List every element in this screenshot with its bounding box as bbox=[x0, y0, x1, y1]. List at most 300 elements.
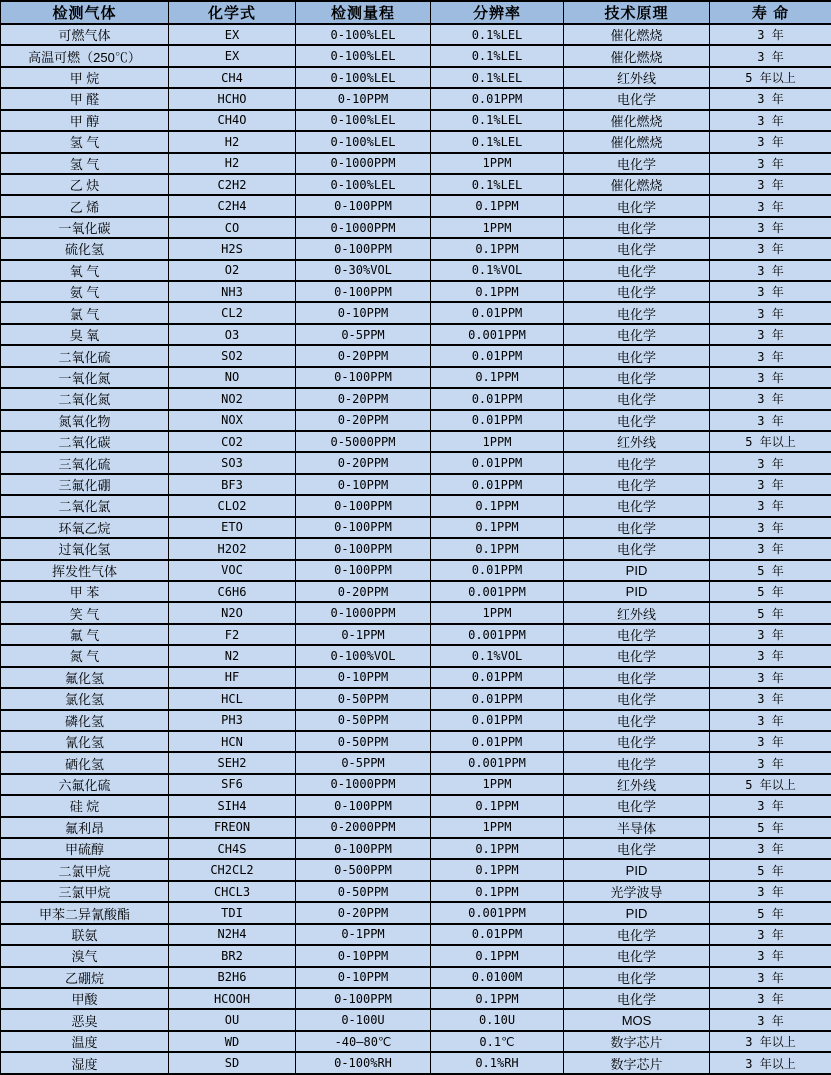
table-row bbox=[1, 902, 831, 923]
table-row bbox=[1, 667, 831, 688]
table-row bbox=[1, 367, 831, 388]
cell-range: 0-100PPM bbox=[296, 538, 431, 559]
cell-principle: 电化学 bbox=[564, 238, 710, 259]
table-row bbox=[1, 838, 831, 859]
table-row bbox=[1, 324, 831, 345]
cell-formula: CLO2 bbox=[169, 495, 296, 516]
table-row bbox=[1, 774, 831, 795]
cell-lifespan: 3 年 bbox=[710, 324, 831, 345]
cell-principle: 催化燃烧 bbox=[564, 45, 710, 66]
cell-lifespan: 3 年 bbox=[710, 988, 831, 1009]
cell-gas: 硫化氢 bbox=[1, 238, 169, 259]
cell-formula: FREON bbox=[169, 817, 296, 838]
table-row bbox=[1, 967, 831, 988]
cell-range: 0-10PPM bbox=[296, 945, 431, 966]
cell-range: 0-1000PPM bbox=[296, 774, 431, 795]
cell-range: 0-50PPM bbox=[296, 688, 431, 709]
cell-resolution: 0.1%LEL bbox=[431, 24, 564, 45]
cell-lifespan: 5 年 bbox=[710, 581, 831, 602]
cell-formula: BR2 bbox=[169, 945, 296, 966]
cell-lifespan: 3 年 bbox=[710, 88, 831, 109]
cell-resolution: 0.1PPM bbox=[431, 988, 564, 1009]
cell-gas: 三氟化硼 bbox=[1, 474, 169, 495]
cell-gas: 氨 气 bbox=[1, 281, 169, 302]
cell-principle: 红外线 bbox=[564, 602, 710, 623]
cell-range: 0-100%LEL bbox=[296, 45, 431, 66]
table-row bbox=[1, 238, 831, 259]
table-row bbox=[1, 474, 831, 495]
cell-formula: SIH4 bbox=[169, 795, 296, 816]
cell-principle: 电化学 bbox=[564, 667, 710, 688]
cell-formula: PH3 bbox=[169, 710, 296, 731]
cell-range: 0-100PPM bbox=[296, 838, 431, 859]
cell-formula: NO bbox=[169, 367, 296, 388]
table-row bbox=[1, 260, 831, 281]
cell-resolution: 0.01PPM bbox=[431, 667, 564, 688]
cell-range: 0-20PPM bbox=[296, 388, 431, 409]
cell-range: 0-1000PPM bbox=[296, 153, 431, 174]
cell-principle: 电化学 bbox=[564, 945, 710, 966]
cell-resolution: 1PPM bbox=[431, 817, 564, 838]
cell-formula: HCOOH bbox=[169, 988, 296, 1009]
cell-formula: CH4O bbox=[169, 110, 296, 131]
cell-range: 0-100%LEL bbox=[296, 174, 431, 195]
table-row bbox=[1, 431, 831, 452]
cell-gas: 氢 气 bbox=[1, 153, 169, 174]
table-row bbox=[1, 45, 831, 66]
table-row bbox=[1, 538, 831, 559]
cell-lifespan: 5 年以上 bbox=[710, 774, 831, 795]
cell-principle: 电化学 bbox=[564, 688, 710, 709]
cell-principle: 电化学 bbox=[564, 195, 710, 216]
table-row bbox=[1, 817, 831, 838]
cell-lifespan: 5 年以上 bbox=[710, 431, 831, 452]
table-row bbox=[1, 217, 831, 238]
cell-gas: 甲硫醇 bbox=[1, 838, 169, 859]
cell-range: 0-20PPM bbox=[296, 452, 431, 473]
cell-resolution: 0.01PPM bbox=[431, 560, 564, 581]
cell-principle: 电化学 bbox=[564, 153, 710, 174]
cell-lifespan: 3 年 bbox=[710, 624, 831, 645]
cell-range: 0-100%VOL bbox=[296, 645, 431, 666]
cell-resolution: 0.1PPM bbox=[431, 859, 564, 880]
cell-formula: NO2 bbox=[169, 388, 296, 409]
cell-gas: 氟化氢 bbox=[1, 667, 169, 688]
cell-resolution: 0.1%RH bbox=[431, 1052, 564, 1074]
cell-formula: CHCL3 bbox=[169, 881, 296, 902]
table-row bbox=[1, 281, 831, 302]
cell-formula: SF6 bbox=[169, 774, 296, 795]
cell-range: 0-100U bbox=[296, 1009, 431, 1030]
cell-resolution: 1PPM bbox=[431, 774, 564, 795]
cell-range: -40—80℃ bbox=[296, 1031, 431, 1052]
cell-range: 0-20PPM bbox=[296, 345, 431, 366]
table-row bbox=[1, 24, 831, 45]
cell-principle: 电化学 bbox=[564, 731, 710, 752]
cell-range: 0-100PPM bbox=[296, 367, 431, 388]
cell-lifespan: 3 年 bbox=[710, 838, 831, 859]
table-row bbox=[1, 452, 831, 473]
cell-range: 0-5PPM bbox=[296, 752, 431, 773]
cell-lifespan: 3 年 bbox=[710, 795, 831, 816]
cell-principle: 电化学 bbox=[564, 345, 710, 366]
cell-principle: 电化学 bbox=[564, 795, 710, 816]
cell-resolution: 0.0100M bbox=[431, 967, 564, 988]
cell-resolution: 0.01PPM bbox=[431, 731, 564, 752]
cell-lifespan: 3 年 bbox=[710, 645, 831, 666]
cell-resolution: 0.1PPM bbox=[431, 795, 564, 816]
cell-formula: NOX bbox=[169, 410, 296, 431]
cell-gas: 甲酸 bbox=[1, 988, 169, 1009]
cell-resolution: 0.10U bbox=[431, 1009, 564, 1030]
table-row bbox=[1, 560, 831, 581]
cell-gas: 氧 气 bbox=[1, 260, 169, 281]
table-row bbox=[1, 881, 831, 902]
cell-gas: 氮氧化物 bbox=[1, 410, 169, 431]
cell-principle: 电化学 bbox=[564, 988, 710, 1009]
cell-gas: 联氨 bbox=[1, 924, 169, 945]
cell-gas: 可燃气体 bbox=[1, 24, 169, 45]
cell-gas: 氟利昂 bbox=[1, 817, 169, 838]
cell-range: 0-50PPM bbox=[296, 731, 431, 752]
table-row bbox=[1, 302, 831, 323]
header-cell-principle: 技术原理 bbox=[564, 1, 710, 24]
cell-principle: 电化学 bbox=[564, 474, 710, 495]
cell-lifespan: 3 年 bbox=[710, 195, 831, 216]
table-header bbox=[1, 1, 831, 24]
cell-resolution: 0.1PPM bbox=[431, 538, 564, 559]
table-row bbox=[1, 195, 831, 216]
cell-resolution: 0.1%LEL bbox=[431, 45, 564, 66]
cell-range: 0-5PPM bbox=[296, 324, 431, 345]
cell-formula: C2H4 bbox=[169, 195, 296, 216]
cell-principle: 电化学 bbox=[564, 217, 710, 238]
cell-lifespan: 5 年 bbox=[710, 560, 831, 581]
table-row bbox=[1, 345, 831, 366]
cell-formula: CH4 bbox=[169, 67, 296, 88]
cell-resolution: 1PPM bbox=[431, 431, 564, 452]
cell-resolution: 0.1%LEL bbox=[431, 67, 564, 88]
cell-resolution: 0.1PPM bbox=[431, 195, 564, 216]
cell-formula: N2H4 bbox=[169, 924, 296, 945]
cell-resolution: 0.001PPM bbox=[431, 624, 564, 645]
cell-range: 0-1000PPM bbox=[296, 602, 431, 623]
cell-range: 0-10PPM bbox=[296, 967, 431, 988]
header-cell-lifespan: 寿 命 bbox=[710, 1, 831, 24]
cell-formula: CH2CL2 bbox=[169, 859, 296, 880]
cell-principle: 催化燃烧 bbox=[564, 110, 710, 131]
cell-lifespan: 3 年 bbox=[710, 881, 831, 902]
cell-formula: SD bbox=[169, 1052, 296, 1074]
cell-lifespan: 3 年 bbox=[710, 110, 831, 131]
cell-gas: 二氧化硫 bbox=[1, 345, 169, 366]
cell-gas: 三氧化硫 bbox=[1, 452, 169, 473]
cell-principle: 半导体 bbox=[564, 817, 710, 838]
cell-formula: H2 bbox=[169, 153, 296, 174]
table-row bbox=[1, 1009, 831, 1030]
cell-resolution: 0.01PPM bbox=[431, 924, 564, 945]
cell-range: 0-500PPM bbox=[296, 859, 431, 880]
cell-principle: PID bbox=[564, 560, 710, 581]
cell-lifespan: 3 年以上 bbox=[710, 1031, 831, 1052]
table-row bbox=[1, 859, 831, 880]
cell-range: 0-5000PPM bbox=[296, 431, 431, 452]
cell-gas: 甲 苯 bbox=[1, 581, 169, 602]
cell-formula: F2 bbox=[169, 624, 296, 645]
cell-principle: 数字芯片 bbox=[564, 1052, 710, 1074]
cell-resolution: 0.001PPM bbox=[431, 581, 564, 602]
cell-principle: 电化学 bbox=[564, 495, 710, 516]
table-row bbox=[1, 388, 831, 409]
cell-resolution: 0.1PPM bbox=[431, 881, 564, 902]
cell-lifespan: 3 年 bbox=[710, 967, 831, 988]
cell-gas: 乙 炔 bbox=[1, 174, 169, 195]
cell-gas: 乙硼烷 bbox=[1, 967, 169, 988]
cell-principle: 红外线 bbox=[564, 431, 710, 452]
cell-formula: VOC bbox=[169, 560, 296, 581]
table-row bbox=[1, 795, 831, 816]
table-row bbox=[1, 710, 831, 731]
cell-lifespan: 3 年 bbox=[710, 731, 831, 752]
cell-formula: N2O bbox=[169, 602, 296, 623]
cell-gas: 高温可燃（250℃） bbox=[1, 45, 169, 66]
cell-lifespan: 5 年 bbox=[710, 602, 831, 623]
cell-resolution: 0.1PPM bbox=[431, 367, 564, 388]
header-cell-gas: 检测气体 bbox=[1, 1, 169, 24]
cell-resolution: 0.01PPM bbox=[431, 688, 564, 709]
cell-formula: HCN bbox=[169, 731, 296, 752]
cell-gas: 溴气 bbox=[1, 945, 169, 966]
cell-principle: MOS bbox=[564, 1009, 710, 1030]
cell-formula: TDI bbox=[169, 902, 296, 923]
cell-lifespan: 3 年 bbox=[710, 45, 831, 66]
cell-formula: HCL bbox=[169, 688, 296, 709]
cell-lifespan: 3 年 bbox=[710, 238, 831, 259]
cell-range: 0-10PPM bbox=[296, 88, 431, 109]
cell-range: 0-100%LEL bbox=[296, 131, 431, 152]
cell-lifespan: 5 年 bbox=[710, 859, 831, 880]
cell-gas: 二氯甲烷 bbox=[1, 859, 169, 880]
cell-gas: 磷化氢 bbox=[1, 710, 169, 731]
cell-principle: 电化学 bbox=[564, 388, 710, 409]
cell-principle: 电化学 bbox=[564, 517, 710, 538]
cell-gas: 三氯甲烷 bbox=[1, 881, 169, 902]
cell-lifespan: 3 年 bbox=[710, 495, 831, 516]
table-row bbox=[1, 602, 831, 623]
cell-resolution: 0.01PPM bbox=[431, 410, 564, 431]
cell-principle: 光学波导 bbox=[564, 881, 710, 902]
cell-principle: 催化燃烧 bbox=[564, 174, 710, 195]
table-row bbox=[1, 67, 831, 88]
cell-lifespan: 3 年 bbox=[710, 517, 831, 538]
cell-lifespan: 3 年 bbox=[710, 131, 831, 152]
cell-gas: 甲 醛 bbox=[1, 88, 169, 109]
cell-resolution: 0.01PPM bbox=[431, 452, 564, 473]
cell-resolution: 0.1PPM bbox=[431, 238, 564, 259]
cell-range: 0-10PPM bbox=[296, 474, 431, 495]
cell-gas: 温度 bbox=[1, 1031, 169, 1052]
cell-gas: 六氟化硫 bbox=[1, 774, 169, 795]
cell-formula: SEH2 bbox=[169, 752, 296, 773]
cell-principle: 电化学 bbox=[564, 410, 710, 431]
cell-formula: OU bbox=[169, 1009, 296, 1030]
table-row bbox=[1, 495, 831, 516]
cell-formula: O2 bbox=[169, 260, 296, 281]
cell-lifespan: 3 年 bbox=[710, 667, 831, 688]
table-row bbox=[1, 131, 831, 152]
table-row bbox=[1, 624, 831, 645]
cell-principle: 电化学 bbox=[564, 710, 710, 731]
cell-range: 0-100PPM bbox=[296, 195, 431, 216]
cell-principle: 电化学 bbox=[564, 302, 710, 323]
cell-formula: HCHO bbox=[169, 88, 296, 109]
cell-lifespan: 3 年 bbox=[710, 752, 831, 773]
cell-formula: B2H6 bbox=[169, 967, 296, 988]
cell-lifespan: 3 年 bbox=[710, 474, 831, 495]
cell-gas: 二氧化碳 bbox=[1, 431, 169, 452]
cell-range: 0-10PPM bbox=[296, 667, 431, 688]
cell-principle: 电化学 bbox=[564, 645, 710, 666]
cell-lifespan: 3 年 bbox=[710, 153, 831, 174]
cell-gas: 甲苯二异氰酸酯 bbox=[1, 902, 169, 923]
cell-resolution: 0.01PPM bbox=[431, 474, 564, 495]
cell-gas: 臭 氧 bbox=[1, 324, 169, 345]
cell-gas: 甲 醇 bbox=[1, 110, 169, 131]
cell-resolution: 0.1PPM bbox=[431, 838, 564, 859]
cell-range: 0-1PPM bbox=[296, 924, 431, 945]
cell-resolution: 0.001PPM bbox=[431, 752, 564, 773]
cell-formula: ETO bbox=[169, 517, 296, 538]
cell-formula: H2S bbox=[169, 238, 296, 259]
cell-resolution: 1PPM bbox=[431, 217, 564, 238]
cell-resolution: 0.1%LEL bbox=[431, 110, 564, 131]
cell-lifespan: 5 年以上 bbox=[710, 67, 831, 88]
cell-principle: 电化学 bbox=[564, 452, 710, 473]
cell-range: 0-50PPM bbox=[296, 881, 431, 902]
cell-principle: 电化学 bbox=[564, 967, 710, 988]
cell-resolution: 1PPM bbox=[431, 602, 564, 623]
cell-lifespan: 3 年 bbox=[710, 688, 831, 709]
cell-resolution: 0.1%VOL bbox=[431, 645, 564, 666]
cell-formula: H2O2 bbox=[169, 538, 296, 559]
cell-principle: PID bbox=[564, 859, 710, 880]
table-row bbox=[1, 752, 831, 773]
cell-range: 0-100%RH bbox=[296, 1052, 431, 1074]
cell-principle: 电化学 bbox=[564, 367, 710, 388]
cell-lifespan: 3 年 bbox=[710, 24, 831, 45]
cell-formula: EX bbox=[169, 45, 296, 66]
cell-formula: HF bbox=[169, 667, 296, 688]
cell-range: 0-100PPM bbox=[296, 517, 431, 538]
cell-formula: SO3 bbox=[169, 452, 296, 473]
cell-resolution: 0.1PPM bbox=[431, 517, 564, 538]
cell-lifespan: 3 年 bbox=[710, 302, 831, 323]
cell-lifespan: 3 年 bbox=[710, 710, 831, 731]
cell-range: 0-100PPM bbox=[296, 238, 431, 259]
cell-resolution: 0.01PPM bbox=[431, 388, 564, 409]
cell-gas: 氮 气 bbox=[1, 645, 169, 666]
cell-lifespan: 3 年以上 bbox=[710, 1052, 831, 1074]
cell-resolution: 0.1℃ bbox=[431, 1031, 564, 1052]
cell-principle: 红外线 bbox=[564, 774, 710, 795]
table-row bbox=[1, 924, 831, 945]
header-cell-resolution: 分辨率 bbox=[431, 1, 564, 24]
cell-formula: EX bbox=[169, 24, 296, 45]
cell-range: 0-30%VOL bbox=[296, 260, 431, 281]
cell-principle: 电化学 bbox=[564, 752, 710, 773]
cell-range: 0-50PPM bbox=[296, 710, 431, 731]
cell-formula: SO2 bbox=[169, 345, 296, 366]
cell-principle: 红外线 bbox=[564, 67, 710, 88]
cell-resolution: 0.001PPM bbox=[431, 324, 564, 345]
table-row bbox=[1, 581, 831, 602]
cell-gas: 氰化氢 bbox=[1, 731, 169, 752]
cell-resolution: 0.001PPM bbox=[431, 902, 564, 923]
cell-principle: PID bbox=[564, 902, 710, 923]
table-row bbox=[1, 988, 831, 1009]
cell-formula: N2 bbox=[169, 645, 296, 666]
cell-principle: 电化学 bbox=[564, 260, 710, 281]
cell-gas: 氯 气 bbox=[1, 302, 169, 323]
cell-range: 0-100PPM bbox=[296, 281, 431, 302]
cell-gas: 湿度 bbox=[1, 1052, 169, 1074]
cell-range: 0-20PPM bbox=[296, 581, 431, 602]
cell-principle: PID bbox=[564, 581, 710, 602]
cell-principle: 电化学 bbox=[564, 324, 710, 345]
cell-principle: 电化学 bbox=[564, 924, 710, 945]
cell-resolution: 0.01PPM bbox=[431, 302, 564, 323]
cell-lifespan: 3 年 bbox=[710, 174, 831, 195]
cell-gas: 甲 烷 bbox=[1, 67, 169, 88]
cell-resolution: 0.01PPM bbox=[431, 345, 564, 366]
table-row bbox=[1, 645, 831, 666]
header-cell-range: 检测量程 bbox=[296, 1, 431, 24]
table-row bbox=[1, 688, 831, 709]
cell-formula: CO bbox=[169, 217, 296, 238]
cell-resolution: 0.1%LEL bbox=[431, 131, 564, 152]
cell-gas: 一氧化氮 bbox=[1, 367, 169, 388]
cell-lifespan: 3 年 bbox=[710, 367, 831, 388]
cell-principle: 电化学 bbox=[564, 624, 710, 645]
cell-range: 0-100PPM bbox=[296, 560, 431, 581]
cell-gas: 过氧化氢 bbox=[1, 538, 169, 559]
cell-gas: 乙 烯 bbox=[1, 195, 169, 216]
table-row bbox=[1, 153, 831, 174]
table-row bbox=[1, 731, 831, 752]
cell-gas: 氯化氢 bbox=[1, 688, 169, 709]
cell-gas: 硅 烷 bbox=[1, 795, 169, 816]
cell-gas: 恶臭 bbox=[1, 1009, 169, 1030]
cell-gas: 氟 气 bbox=[1, 624, 169, 645]
cell-gas: 环氧乙烷 bbox=[1, 517, 169, 538]
cell-gas: 一氧化碳 bbox=[1, 217, 169, 238]
cell-range: 0-1PPM bbox=[296, 624, 431, 645]
cell-range: 0-2000PPM bbox=[296, 817, 431, 838]
cell-range: 0-100%LEL bbox=[296, 24, 431, 45]
cell-formula: C2H2 bbox=[169, 174, 296, 195]
cell-resolution: 0.01PPM bbox=[431, 88, 564, 109]
table-row bbox=[1, 110, 831, 131]
cell-range: 0-100PPM bbox=[296, 988, 431, 1009]
cell-formula: CH4S bbox=[169, 838, 296, 859]
cell-formula: CO2 bbox=[169, 431, 296, 452]
cell-gas: 氢 气 bbox=[1, 131, 169, 152]
cell-resolution: 0.1PPM bbox=[431, 281, 564, 302]
cell-formula: BF3 bbox=[169, 474, 296, 495]
cell-resolution: 0.1%LEL bbox=[431, 174, 564, 195]
cell-range: 0-100PPM bbox=[296, 495, 431, 516]
cell-range: 0-10PPM bbox=[296, 302, 431, 323]
